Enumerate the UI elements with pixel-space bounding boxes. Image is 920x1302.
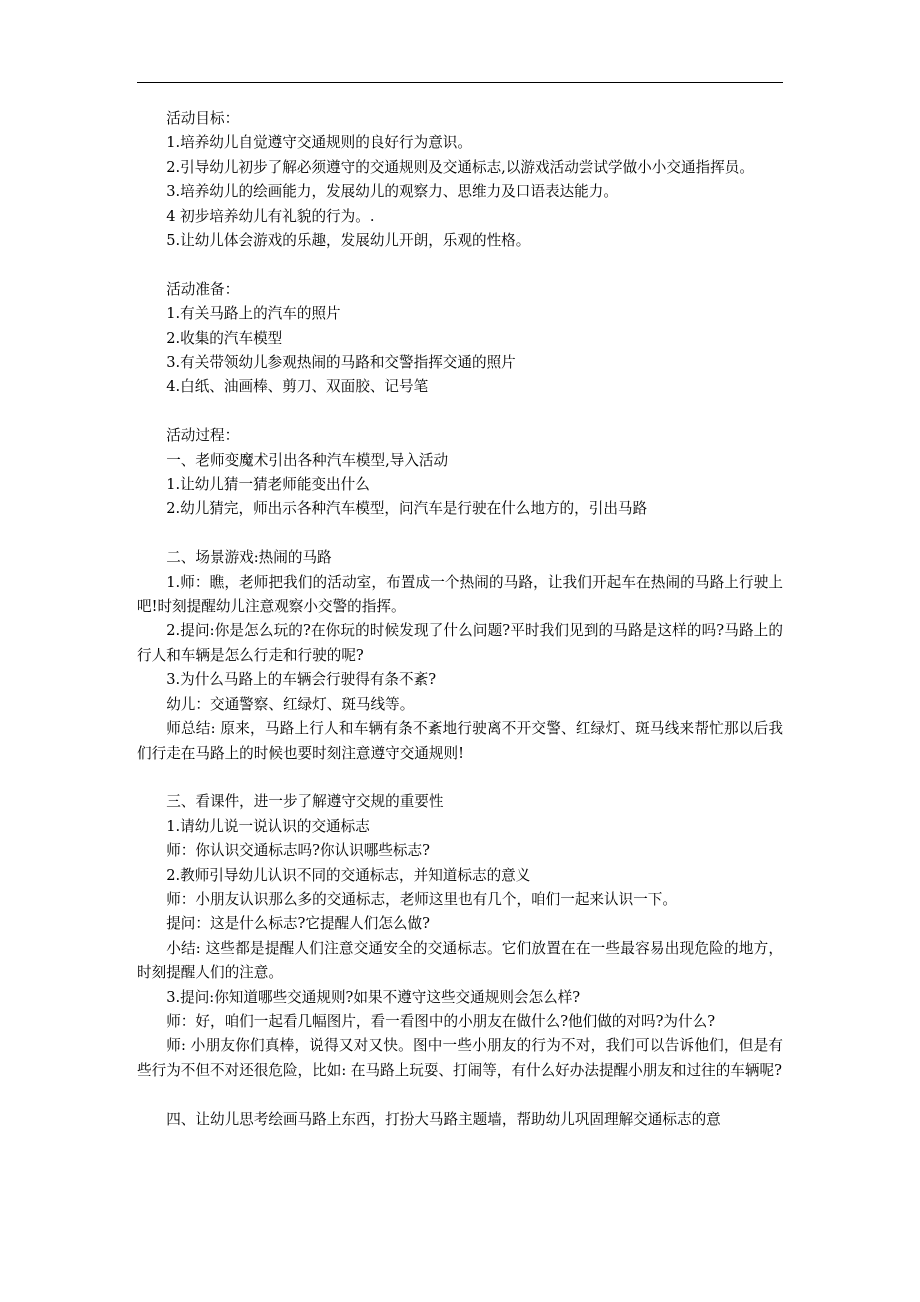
paragraph: 3.提问:你知道哪些交通规则?如果不遵守这些交通规则会怎么样? bbox=[166, 988, 581, 1006]
paragraph: 2.提问:你是怎么玩的?在你玩的时候发现了什么问题?平时我们见到的马路是这样的吗?马路上的行人和车辆是怎么行走和行驶的呢? bbox=[137, 622, 783, 664]
paragraph: 师: 小朋友你们真棒，说得又对又快。图中一些小朋友的行为不对，我们可以告诉他们，但是有些行为不但不对还很危险，比如: 在马路上玩耍、打闹等，有什么好办法提醒小朋友和过往的车辆呢? bbox=[137, 1037, 783, 1079]
paragraph: 三、看课件，进一步了解遵守交规的重要性 bbox=[166, 793, 444, 811]
paragraph: 2.教师引导幼儿认识不同的交通标志，并知道标志的意义 bbox=[166, 866, 531, 884]
paragraph: 2.收集的汽车模型 bbox=[166, 329, 283, 347]
paragraph: 5.让幼儿体会游戏的乐趣，发展幼儿开朗，乐观的性格。 bbox=[166, 232, 531, 250]
paragraph: 提问：这是什么标志?它提醒人们怎么做? bbox=[166, 915, 430, 933]
paragraph: 1.让幼儿猜一猜老师能变出什么 bbox=[166, 476, 370, 494]
paragraph: 1.师：瞧，老师把我们的活动室，布置成一个热闹的马路，让我们开起车在热闹的马路上行驶上吧!时刻提醒幼儿注意观察小交警的指挥。 bbox=[137, 573, 783, 616]
paragraph: 1.培养幼儿自觉遵守交通规则的良好行为意识。 bbox=[166, 134, 472, 152]
paragraph: 4 初步培养幼儿有礼貌的行为。. bbox=[166, 207, 375, 225]
paragraph: 幼儿：交通警察、红绿灯、斑马线等。 bbox=[166, 695, 415, 713]
paragraph: 1.有关马路上的汽车的照片 bbox=[166, 305, 341, 323]
paragraph: 3.培养幼儿的绘画能力，发展幼儿的观察力、思维力及口语表达能力。 bbox=[166, 183, 618, 201]
paragraph: 1.请幼儿说一说认识的交通标志 bbox=[166, 817, 370, 835]
header-rule bbox=[137, 82, 783, 83]
paragraph: 3.为什么马路上的车辆会行驶得有条不紊? bbox=[166, 671, 437, 689]
paragraph: 3.有关带领幼儿参观热闹的马路和交警指挥交通的照片 bbox=[166, 354, 516, 372]
paragraph: 师：你认识交通标志吗?你认识哪些标志? bbox=[166, 842, 430, 860]
paragraph: 师：好，咱们一起看几幅图片，看一看图中的小朋友在做什么?他们做的对吗?为什么? bbox=[166, 1012, 716, 1030]
paragraph: 4.白纸、油画棒、剪刀、双面胶、记号笔 bbox=[166, 378, 429, 396]
paragraph: 活动准备： bbox=[166, 280, 240, 298]
paragraph: 一、老师变魔术引出各种汽车模型,导入活动 bbox=[166, 451, 449, 469]
paragraph: 活动目标： bbox=[166, 110, 240, 127]
paragraph: 小结: 这些都是提醒人们注意交通安全的交通标志。它们放置在在一些最容易出现危险的地方，时刻提醒人们的注意。 bbox=[137, 939, 783, 982]
paragraph: 2.引导幼儿初步了解必须遵守的交通规则及交通标志,以游戏活动尝试学做小小交通指挥员。 bbox=[166, 158, 754, 176]
blank-line bbox=[137, 1083, 783, 1107]
blank-line bbox=[137, 400, 783, 424]
paragraph: 师：小朋友认识那么多的交通标志，老师这里也有几个，咱们一起来认识一下。 bbox=[166, 890, 677, 908]
blank-line bbox=[137, 253, 783, 277]
paragraph: 2.幼儿猜完，师出示各种汽车模型，问汽车是行驶在什么地方的，引出马路 bbox=[166, 500, 648, 518]
paragraph: 二、场景游戏:热闹的马路 bbox=[166, 549, 332, 567]
paragraph: 四、让幼儿思考绘画马路上东西，打扮大马路主题墙，帮助幼儿巩固理解交通标志的意 bbox=[166, 1110, 721, 1128]
blank-line bbox=[137, 766, 783, 790]
blank-line bbox=[137, 522, 783, 546]
paragraph: 师总结: 原来，马路上行人和车辆有条不紊地行驶离不开交警、红绿灯、斑马线来帮忙那以后我们行走在马路上的时候也要时刻注意遵守交通规则! bbox=[137, 720, 783, 762]
paragraph: 活动过程： bbox=[166, 427, 240, 445]
document-body bbox=[137, 107, 783, 1132]
